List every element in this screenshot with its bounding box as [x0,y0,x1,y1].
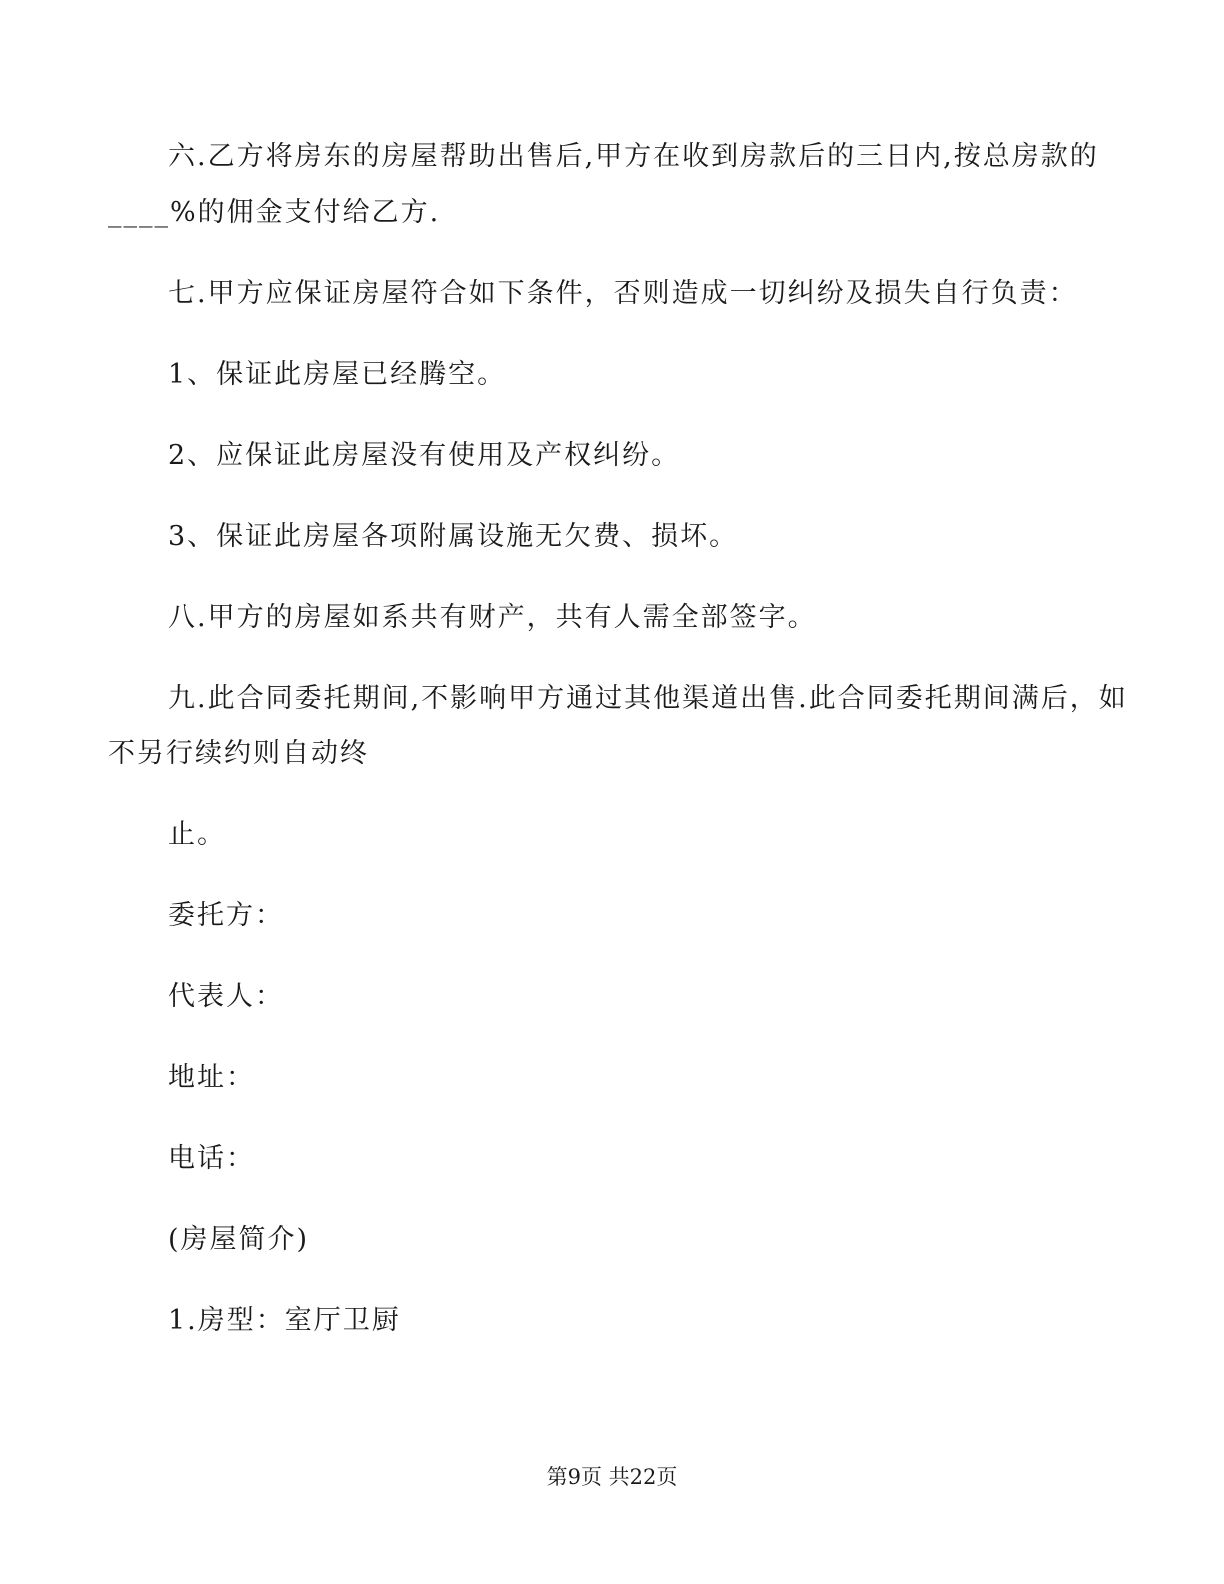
page-number-footer: 第9页 共22页 [546,1465,678,1489]
clause-nine-line-3: 止。 [168,819,226,850]
clause-seven: 七.甲方应保证房屋符合如下条件，否则造成一切纠纷及损失自行负责： [168,278,1078,309]
phone-label: 电话： [168,1143,255,1174]
clause-eight: 八.甲方的房屋如系共有财产，共有人需全部签字。 [168,602,817,633]
house-type-item: 1.房型：室厅卫厨 [168,1305,401,1336]
clause-six-line-2: ____%的佣金支付给乙方. [108,197,441,228]
representative-label: 代表人： [168,981,284,1012]
condition-item-3: 3、保证此房屋各项附属设施无欠费、损坏。 [168,521,739,552]
address-label: 地址： [168,1062,255,1093]
principal-label: 委托方： [168,900,284,931]
clause-nine-line-1: 九.此合同委托期间,不影响甲方通过其他渠道出售.此合同委托期间满后，如 [168,683,1128,714]
condition-item-2: 2、应保证此房屋没有使用及产权纠纷。 [168,440,681,471]
condition-item-1: 1、保证此房屋已经腾空。 [168,359,507,390]
clause-six-line-1: 六.乙方将房东的房屋帮助出售后,甲方在收到房款后的三日内,按总房款的 [168,141,1099,172]
house-intro-heading: (房屋简介) [168,1224,310,1255]
clause-nine-line-2: 不另行续约则自动终 [108,738,369,769]
